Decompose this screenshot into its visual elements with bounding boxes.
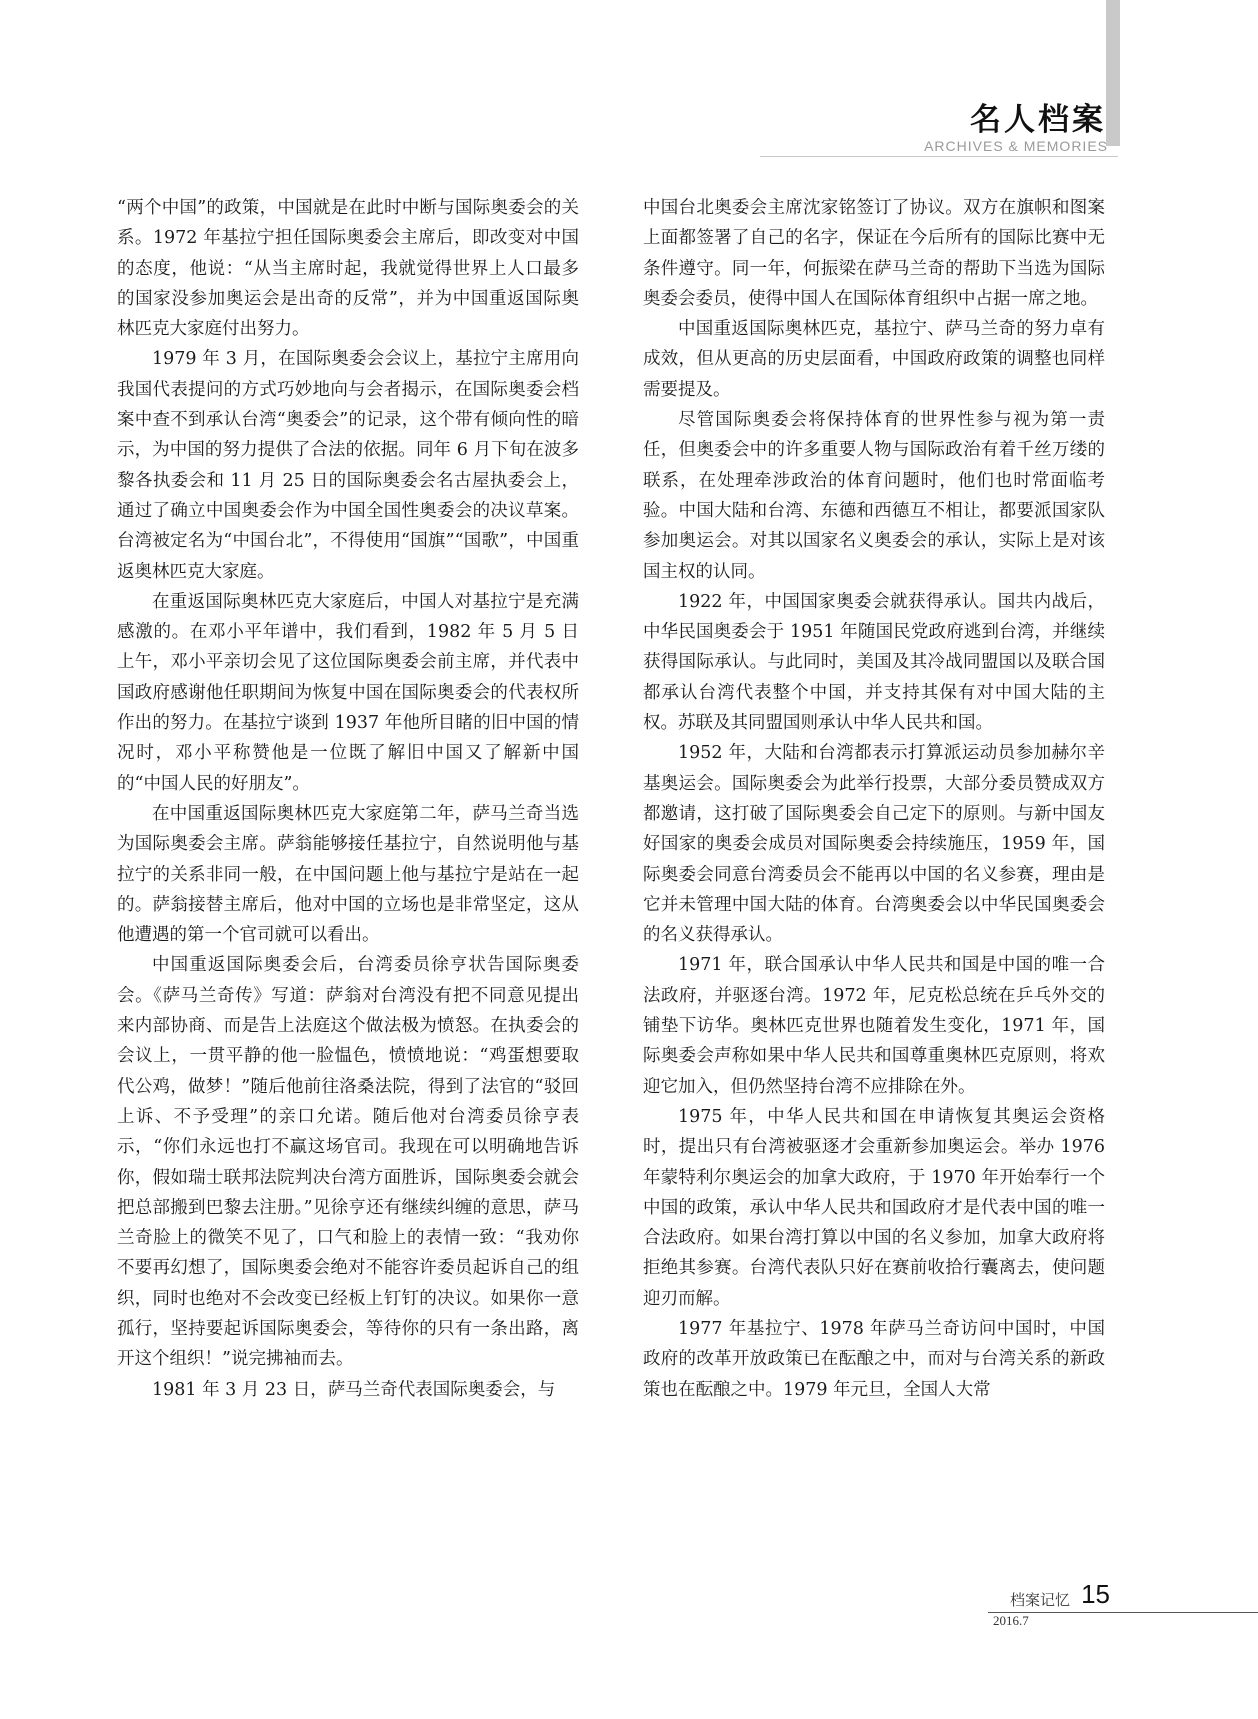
paragraph: “两个中国”的政策，中国就是在此时中断与国际奥委会的关系。1972 年基拉宁担任国际奥委会主席后，即改变对中国的态度，他说：“从当主席时起，我就觉得世界上人口最多的国家没参加奥运会是出奇的反常”，并为中国重返国际奥林匹克大家庭付出努力。 — [117, 198, 579, 340]
paragraph: 1922 年，中国国家奥委会就获得承认。国共内战后，中华民国奥委会于 1951 年随国民党政府逃到台湾，并继续获得国际承认。与此同时，美国及其冷战同盟国以及联合国都承认台湾代表整个中国，并支持其保有对中国大陆的主权。苏联及其同盟国则承认中华人民共和国。 — [643, 591, 1105, 734]
paragraph: 1975 年，中华人民共和国在申请恢复其奥运会资格时，提出只有台湾被驱逐才会重新参加奥运会。举办 1976 年蒙特利尔奥运会的加拿大政府，于 1970 年开始奉行一个中国的政策，承认中华人民共和国政府才是代表中国的唯一合法政府。如果台湾打算以中国的名义参加，加拿大政府将拒绝其参赛。台湾代表队只好在赛前收拾行囊离去，使问题迎刃而解。 — [643, 1106, 1105, 1309]
page-footer — [0, 1575, 1258, 1635]
paragraph: 在中国重返国际奥林匹克大家庭第二年，萨马兰奇当选为国际奥委会主席。萨翁能够接任基拉宁，自然说明他与基拉宁的关系非同一般，在中国问题上他与基拉宁是站在一起的。萨翁接替主席后，他对中国的立场也是非常坚定，这从他遭遇的第一个官司就可以看出。 — [117, 803, 579, 946]
right-column — [643, 193, 1105, 1405]
left-column — [117, 193, 579, 1405]
paragraph: 中国重返国际奥委会后，台湾委员徐亨状告国际奥委会。《萨马兰奇传》写道：萨翁对台湾没有把不同意见提出来内部协商、而是告上法庭这个做法极为愤怒。在执委会的会议上，一贯平静的他一脸愠色，愤愤地说：“鸡蛋想要取代公鸡，做梦！”随后他前往洛桑法院，得到了法官的“驳回上诉、不予受理”的亲口允诺。随后他对台湾委员徐亨表示，“你们永远也打不赢这场官司。我现在可以明确地告诉你，假如瑞士联邦法院判决台湾方面胜诉，国际奥委会就会把总部搬到巴黎去注册。”见徐亨还有继续纠缠的意思，萨马兰奇脸上的微笑不见了，口气和脸上的表情一致：“我劝你不要再幻想了，国际奥委会绝对不能容许委员起诉自己的组织，同时也绝对不会改变已经板上钉钉的决议。如果你一意孤行，坚持要起诉国际奥委会，等待你的只有一条出路，离开这个组织！”说完拂袖而去。 — [117, 955, 579, 1370]
page-number: 15 — [1081, 1579, 1110, 1609]
paragraph: 1979 年 3 月，在国际奥委会会议上，基拉宁主席用向我国代表提问的方式巧妙地向与会者揭示，在国际奥委会档案中查不到承认台湾“奥委会”的记录，这个带有倾向性的暗示，为中国的努力提供了合法的依据。同年 6 月下旬在波多黎各执委会和 11 月 25 日的国际奥委会名古屋执委会上，通过了确立中国奥委会作为中国全国性奥委会的决议草案。台湾被定名为“中国台北”，不得使用“国旗”“国歌”，中国重返奥林匹克大家庭。 — [117, 349, 579, 582]
paragraph: 1977 年基拉宁、1978 年萨马兰奇访问中国时，中国政府的改革开放政策已在酝酿之中，而对与台湾关系的新政策也在酝酿之中。1979 年元旦，全国人大常 — [643, 1318, 1105, 1400]
header-accent-bar — [1106, 0, 1120, 146]
magazine-name: 档案记忆 — [1009, 1591, 1070, 1609]
paragraph: 1981 年 3 月 23 日，萨马兰奇代表国际奥委会，与 — [152, 1379, 556, 1400]
paragraph: 中国台北奥委会主席沈家铭签订了协议。双方在旗帜和图案上面都签署了自己的名字，保证在今后所有的国际比赛中无条件遵守。同一年，何振梁在萨马兰奇的帮助下当选为国际奥委会委员，使得中国人在国际体育组织中占据一席之地。 — [643, 198, 1105, 309]
header-divider — [760, 156, 1118, 157]
paragraph: 1952 年，大陆和台湾都表示打算派运动员参加赫尔辛基奥运会。国际奥委会为此举行投票，大部分委员赞成双方都邀请，这打破了国际奥委会自己定下的原则。与新中国友好国家的奥委会成员对国际奥委会持续施压，1959 年，国际奥委会同意台湾委员会不能再以中国的名义参赛，理由是它并未管理中国大陆的体育。台湾奥委会以中华民国奥委会的名义获得承认。 — [643, 743, 1105, 946]
paragraph: 在重返国际奥林匹克大家庭后，中国人对基拉宁是充满感激的。在邓小平年谱中，我们看到，1982 年 5 月 5 日上午，邓小平亲切会见了这位国际奥委会前主席，并代表中国政府感谢他任职期间为恢复中国在国际奥委会的代表权所作出的努力。在基拉宁谈到 1937 年他所目睹的旧中国的情况时，邓小平称赞他是一位既了解旧中国又了解新中国的“中国人民的好朋友”。 — [117, 591, 579, 794]
issue-date: 2016.7 — [993, 1613, 1029, 1628]
paragraph: 尽管国际奥委会将保持体育的世界性参与视为第一责任，但奥委会中的许多重要人物与国际政治有着千丝万缕的联系，在处理牵涉政治的体育问题时，他们也时常面临考验。中国大陆和台湾、东德和西德互不相让，都要派国家队参加奥运会。对其以国家名义奥委会的承认，实际上是对该国主权的认同。 — [643, 410, 1105, 582]
section-title: 名人档案 — [970, 102, 1106, 138]
paragraph: 1971 年，联合国承认中华人民共和国是中国的唯一合法政府，并驱逐台湾。1972 年，尼克松总统在乒乓外交的铺垫下访华。奥林匹克世界也随着发生变化，1971 年，国际奥委会声称如果中华人民共和国尊重奥林匹克原则，将欢迎它加入，但仍然坚持台湾不应排除在外。 — [643, 955, 1105, 1097]
section-subtitle: ARCHIVES & MEMORIES — [924, 138, 1108, 154]
paragraph: 中国重返国际奥林匹克，基拉宁、萨马兰奇的努力卓有成效，但从更高的历史层面看，中国政府政策的调整也同样需要提及。 — [643, 319, 1105, 400]
